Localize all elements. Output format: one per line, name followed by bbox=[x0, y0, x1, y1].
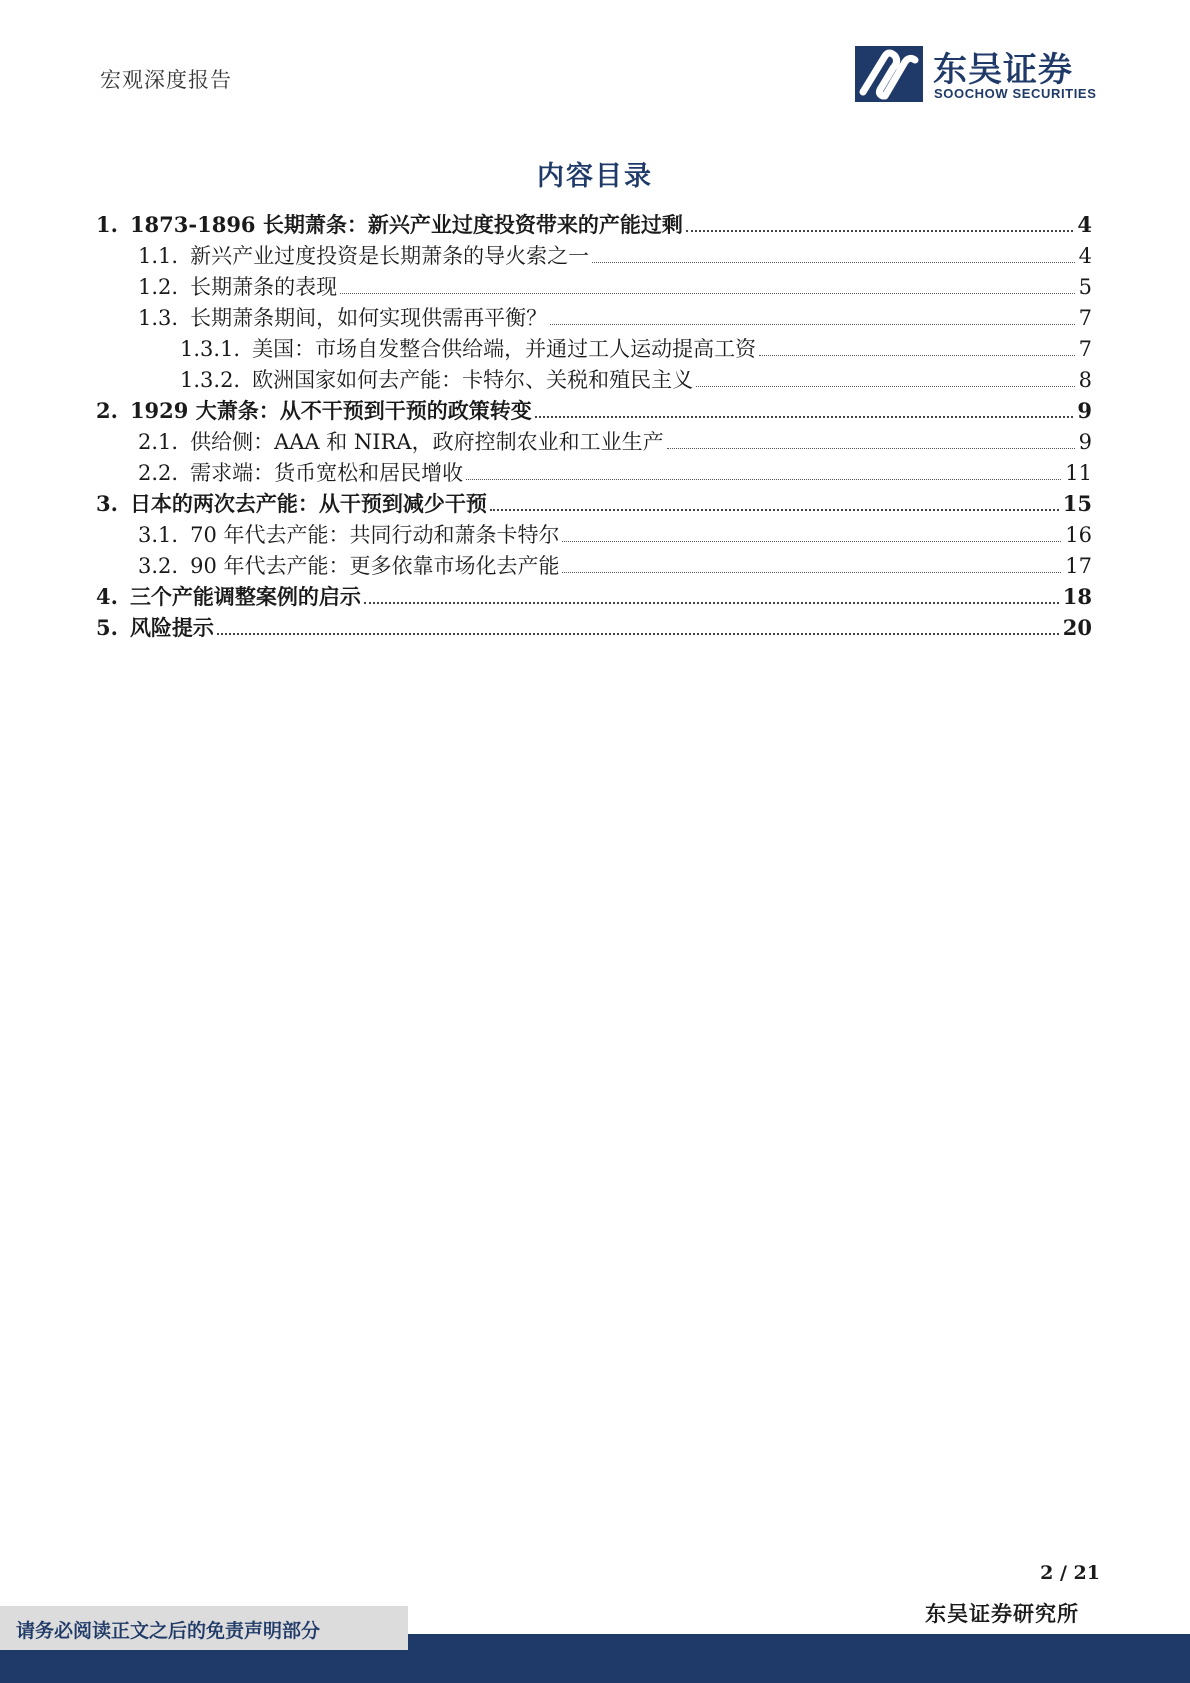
toc-leader-dots bbox=[562, 540, 1061, 542]
logo-chinese-name: 东吴证券 bbox=[933, 50, 1073, 90]
toc-entry-number: 2.2. bbox=[138, 461, 179, 485]
toc-entry-text: 供给侧：AAA 和 NIRA，政府控制农业和工业生产 bbox=[190, 430, 664, 454]
toc-entry-text: 日本的两次去产能：从干预到减少干预 bbox=[129, 491, 487, 516]
toc-entry[interactable] bbox=[180, 364, 1092, 395]
toc-entry-page: 7 bbox=[1078, 306, 1092, 330]
toc-entry-page: 18 bbox=[1062, 584, 1092, 609]
toc-leader-dots bbox=[562, 571, 1061, 573]
toc-leader-dots bbox=[466, 478, 1061, 480]
toc-entry-page: 20 bbox=[1062, 615, 1092, 640]
toc-entry-page: 11 bbox=[1065, 461, 1092, 485]
toc-entry-number: 3.2. bbox=[138, 554, 179, 578]
company-logo bbox=[855, 44, 1115, 106]
toc-entry[interactable] bbox=[96, 488, 1092, 519]
toc-entry[interactable] bbox=[96, 395, 1092, 426]
toc-entry-page: 15 bbox=[1062, 491, 1092, 516]
toc-entry[interactable] bbox=[138, 457, 1092, 488]
toc-leader-dots bbox=[550, 323, 1075, 325]
toc-entry-text: 美国：市场自发整合供给端，并通过工人运动提高工资 bbox=[252, 337, 757, 361]
toc-leader-dots bbox=[696, 385, 1075, 387]
toc-entry-number: 3. bbox=[96, 491, 118, 516]
toc-leader-dots bbox=[340, 292, 1075, 294]
toc-entry-page: 17 bbox=[1065, 554, 1092, 578]
toc-entry[interactable] bbox=[138, 519, 1092, 550]
toc-entry[interactable] bbox=[96, 209, 1092, 240]
toc-entry-page: 4 bbox=[1078, 244, 1092, 268]
toc-entry-number: 1.1. bbox=[138, 244, 179, 268]
toc-entry-text: 90 年代去产能：更多依靠市场化去产能 bbox=[190, 554, 560, 578]
toc-entry-number: 1. bbox=[96, 212, 118, 237]
toc-leader-dots bbox=[759, 354, 1075, 356]
toc-leader-dots bbox=[535, 415, 1074, 418]
toc-leader-dots bbox=[490, 508, 1059, 511]
disclaimer-text: 请务必阅读正文之后的免责声明部分 bbox=[16, 1620, 321, 1642]
toc-entry-text: 需求端：货币宽松和居民增收 bbox=[190, 461, 464, 485]
toc-entry-number: 1.3.1. bbox=[180, 337, 241, 361]
toc-leader-dots bbox=[364, 601, 1059, 604]
toc-entry-text: 长期萧条的表现 bbox=[190, 275, 338, 299]
toc-entry[interactable] bbox=[138, 426, 1092, 457]
toc-entry[interactable] bbox=[180, 333, 1092, 364]
toc-entry-text: 70 年代去产能：共同行动和萧条卡特尔 bbox=[190, 523, 560, 547]
page-number: 2 / 21 bbox=[1040, 1562, 1100, 1584]
toc-entry-number: 2. bbox=[96, 398, 118, 423]
toc-entry-text: 长期萧条期间，如何实现供需再平衡？ bbox=[190, 306, 548, 330]
toc-entry-text: 新兴产业过度投资是长期萧条的导火索之一 bbox=[190, 244, 590, 268]
toc-entry-text: 1929 大萧条：从不干预到干预的政策转变 bbox=[129, 398, 532, 423]
report-type-label: 宏观深度报告 bbox=[100, 68, 232, 92]
toc-entry-page: 9 bbox=[1077, 398, 1092, 423]
toc-entry-number: 3.1. bbox=[138, 523, 179, 547]
logo-english-name: SOOCHOW SECURITIES bbox=[934, 86, 1097, 101]
toc-entry-page: 4 bbox=[1077, 212, 1092, 237]
toc-entry-text: 1873-1896 长期萧条：新兴产业过度投资带来的产能过剩 bbox=[129, 212, 683, 237]
toc-entry-number: 1.3. bbox=[138, 306, 179, 330]
disclaimer-box bbox=[0, 1606, 408, 1650]
toc-leader-dots bbox=[667, 447, 1075, 449]
toc-entry[interactable] bbox=[138, 271, 1092, 302]
toc-entry-page: 5 bbox=[1078, 275, 1092, 299]
toc-entry-text: 三个产能调整案例的启示 bbox=[129, 584, 361, 609]
toc-entry[interactable] bbox=[138, 240, 1092, 271]
toc-entry-text: 风险提示 bbox=[129, 615, 214, 640]
toc-entry-number: 4. bbox=[96, 584, 118, 609]
toc-entry-page: 7 bbox=[1078, 337, 1092, 361]
footer-organization: 东吴证券研究所 bbox=[925, 1602, 1079, 1626]
toc-entry-number: 1.2. bbox=[138, 275, 179, 299]
toc-title: 内容目录 bbox=[537, 161, 653, 192]
toc-entry-number: 2.1. bbox=[138, 430, 179, 454]
toc-entry-number: 5. bbox=[96, 615, 118, 640]
toc-entry[interactable] bbox=[96, 581, 1092, 612]
toc-entry-page: 16 bbox=[1065, 523, 1092, 547]
toc-entry[interactable] bbox=[138, 302, 1092, 333]
soochow-logo-icon bbox=[855, 46, 923, 102]
toc-entry-page: 8 bbox=[1078, 368, 1092, 392]
toc-entry-page: 9 bbox=[1078, 430, 1092, 454]
toc-entry-number: 1.3.2. bbox=[180, 368, 241, 392]
toc-leader-dots bbox=[686, 229, 1074, 232]
toc-entry[interactable] bbox=[96, 612, 1092, 643]
toc-leader-dots bbox=[217, 632, 1059, 635]
toc-leader-dots bbox=[592, 261, 1075, 263]
toc-entry-text: 欧洲国家如何去产能：卡特尔、关税和殖民主义 bbox=[252, 368, 694, 392]
toc-entry[interactable] bbox=[138, 550, 1092, 581]
